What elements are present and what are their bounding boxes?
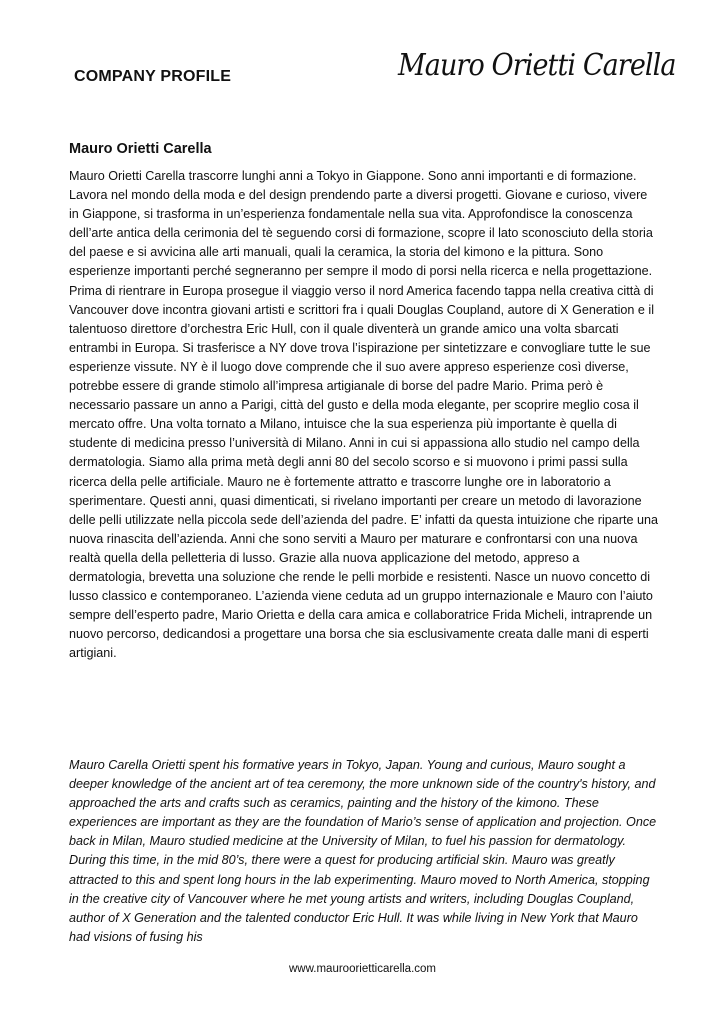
section-title: Mauro Orietti Carella (69, 141, 212, 157)
document-label: COMPANY PROFILE (74, 68, 232, 85)
english-paragraph: Mauro Carella Orietti spent his formative years in Tokyo, Japan. Young and curious, Mauro sought a deeper knowledge of the ancient art of tea ceremony, the more unknown side of the country's history, and approached the arts and crafts such as ceramics, painting and the history of the kimono. These experiences are important as they are the foundation of Mario’s sense of application and projection. Once back in Milan, Mauro studied medicine at the University of Milan, to fuel his passion for dermatology. During this time, in the mid 80’s, there were a quest for producing artificial skin. Mauro was greatly attracted to this and spent long hours in the lab experimenting. Mauro moved to North America, stopping in the creative city of Vancouver where he met young artists and writers, including Douglas Coupland, author of X Generation and the talented conductor Eric Hull. It was while living in New York that Mauro had visions of fusing his (69, 758, 657, 944)
italian-paragraph: Mauro Orietti Carella trascorre lunghi anni a Tokyo in Giappone. Sono anni importanti e di formazione. Lavora nel mondo della moda e del design prendendo parte a diversi progetti. Giovane e curioso, vivere in Giappone, si trasforma in un’esperienza fondamentale nella sua vita. Approfondisce la conoscenza dell’arte antica della cerimonia del tè seguendo corsi di formazione, scopre il lato sconosciuto della storia del paese e si avvicina alle arti manuali, quali la ceramica, la storia del kimono e la pittura. Sono esperienze importanti perché segneranno per sempre il modo di porsi nella ricerca e nella progettazione. Prima di rientrare in Europa prosegue il viaggio verso il nord America facendo tappa nella creativa città di Vancouver dove incontra giovani artisti e scrittori fra i quali Douglas Coupland, autore di X Generation e il talentuoso direttore d’orchestra Eric Hull, con il quale diventerà un grande amico una volta sbarcati entrambi in Europa. Si trasferisce a NY dove trova l’ispirazione per sintetizzare e convogliare tutte le sue esperienze vissute. NY è il luogo dove comprende che il suo avere appreso esperienze così diverse, potrebbe essere di grande stimolo all’impresa artigianale di borse del padre Mario. Prima però è necessario passare un anno a Parigi, città del gusto e della moda elegante, per scoprire meglio cosa il mercato offre. Una volta tornato a Milano, intuisce che la sua esperienza più importante è quella di studente di medicina presso l’università di Milano. Anni in cui si appassiona allo studio nel campo della dermatologia. Siamo alla prima metà degli anni 80 del secolo scorso e si muovono i primi passi sulla ricerca della pelle artificiale. Mauro ne è fortemente attratto e trascorre lunghe ore in laboratorio a sperimentare. Questi anni, quasi dimenticati, si rivelano importanti per creare un metodo di lavorazione delle pelli utilizzate nella piccola sede dell’azienda del padre. E’ infatti da questa intuizione che riparte una nuova rinascita dell’azienda. Anni che sono serviti a Mauro per maturare e confrontarsi con una nuova realtà quella della pelletteria di lusso. Grazie alla nuova applicazione del metodo, appreso a dermatologia, brevetta una soluzione che rende le pelli morbide e resistenti. Nasce un nuovo concetto di lusso classico e contemporaneo. L’azienda viene ceduta ad un gruppo internazionale e Mauro con l’aiuto sempre dell’esperto padre, Mario Orietta e della cara amica e collaboratrice Frida Micheli, intraprende un nuovo percorso, dedicandosi a progettare una borsa che sia esclusivamente creata dalle mani di esperti artigiani. (69, 169, 659, 661)
brand-logo: Mauro Orietti Carella (398, 48, 676, 83)
footer-url: www.mauroorietticarella.com (289, 963, 436, 975)
page-header (0, 0, 725, 110)
